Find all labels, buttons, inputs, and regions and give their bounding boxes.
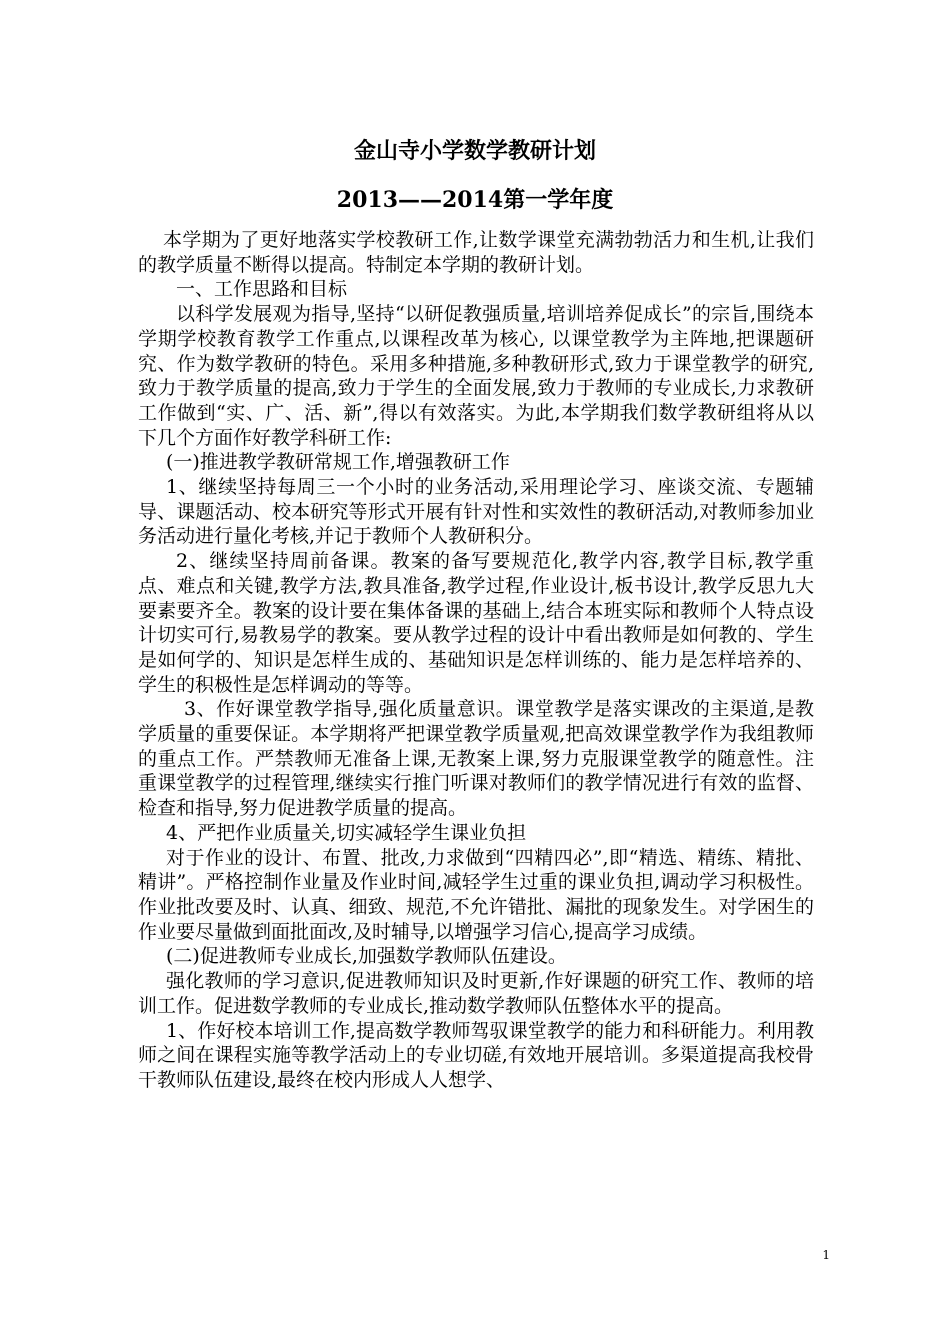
subsection-heading-routine-work: (一)推进教学教研常规工作,增强教研工作	[166, 451, 510, 474]
document-title: 金山寺小学数学教研计划	[353, 138, 596, 164]
document-body	[138, 228, 814, 1093]
homework-paragraph: 对于作业的设计、布置、批改,力求做到“四精四必”,即“精选、精练、精批、精讲”。严格控制作业量及作业时间,减轻学生过重的课业负担,调动学习积极性。作业批改要及时、认真、细致、规范,不允许错批、漏批的现象发生。对学困生的作业要尽量做到面批面改,及时辅导,以增强学习信心,提高学习成绩。	[138, 846, 814, 943]
item-4-homework-quality: 4、严把作业质量关,切实减轻学生课业负担	[166, 821, 527, 844]
subsection-heading-teacher-growth: (二)促进教师专业成长,加强数学教师队伍建设。	[166, 945, 567, 968]
item-3-classroom-guidance: 3、作好课堂教学指导,强化质量意识。课堂教学是落实课改的主渠道,是教学质量的重要保证。本学期将严把课堂教学质量观,把高效课堂教学作为我组教师的重点工作。严禁教师无准备上课,无教案上课,努力克服课堂教学的随意性。注重课堂教学的过程管理,继续实行推门听课对教师们的教学情况进行有效的监督、检查和指导,努力促进教学质量的提高。	[138, 698, 814, 820]
intro-paragraph: 本学期为了更好地落实学校教研工作,让数学课堂充满勃勃活力和生机,让我们的教学质量不断得以提高。特制定本学期的教研计划。	[138, 229, 814, 276]
teacher-learning-paragraph: 强化教师的学习意识,促进教师知识及时更新,作好课题的研究工作、教师的培训工作。促进数学教师的专业成长,推动数学教师队伍整体水平的提高。	[138, 970, 814, 1017]
item-2-lesson-preparation: 2、继续坚持周前备课。教案的备写要规范化,教学内容,教学目标,教学重点、难点和关键,教学方法,教具准备,教学过程,作业设计,板书设计,教学反思九大要素要齐全。教案的设计要在集体备课的基础上,结合本班实际和教师个人特点设计切实可行,易教易学的教案。要从教学过程的设计中看出教师是如何教的、学生是如何学的、知识是怎样生成的、基础知识是怎样训练的、能力是怎样培养的、学生的积极性是怎样调动的等等。	[138, 550, 814, 696]
item-1-weekly-activities: 1、继续坚持每周三一个小时的业务活动,采用理论学习、座谈交流、专题辅导、课题活动、校本研究等形式开展有针对性和实效性的教研活动,对教师参加业务活动进行量化考核,并记于教师个人教研积分。	[138, 476, 814, 548]
guiding-principles-paragraph: 以科学发展观为指导,坚持“以研促教强质量,培训培养促成长”的宗旨,围绕本学期学校教育教学工作重点,以课程改革为核心, 以课堂教学为主阵地,把课题研究、作为数学教研的特色。采用多种措施,多种教研形式,致力于课堂教学的研究,致力于教学质量的提高,致力于学生的全面发展,致力于教师的专业成长,力求教研工作做到“实、广、活、新”,得以有效落实。为此,本学期我们数学教研组将从以下几个方面作好教学科研工作:	[138, 303, 814, 449]
document-subtitle: 2013——2014第一学年度	[336, 187, 614, 213]
section-heading-ideas-and-goals: 一、工作思路和目标	[176, 278, 348, 301]
item-1-school-training: 1、作好校本培训工作,提高数学教师驾驭课堂教学的能力和科研能力。利用教师之间在课程实施等教学活动上的专业切磋,有效地开展培训。多渠道提高我校骨干教师队伍建设,最终在校内形成人人想学、	[138, 1019, 814, 1091]
page-number: 1	[822, 1248, 830, 1262]
